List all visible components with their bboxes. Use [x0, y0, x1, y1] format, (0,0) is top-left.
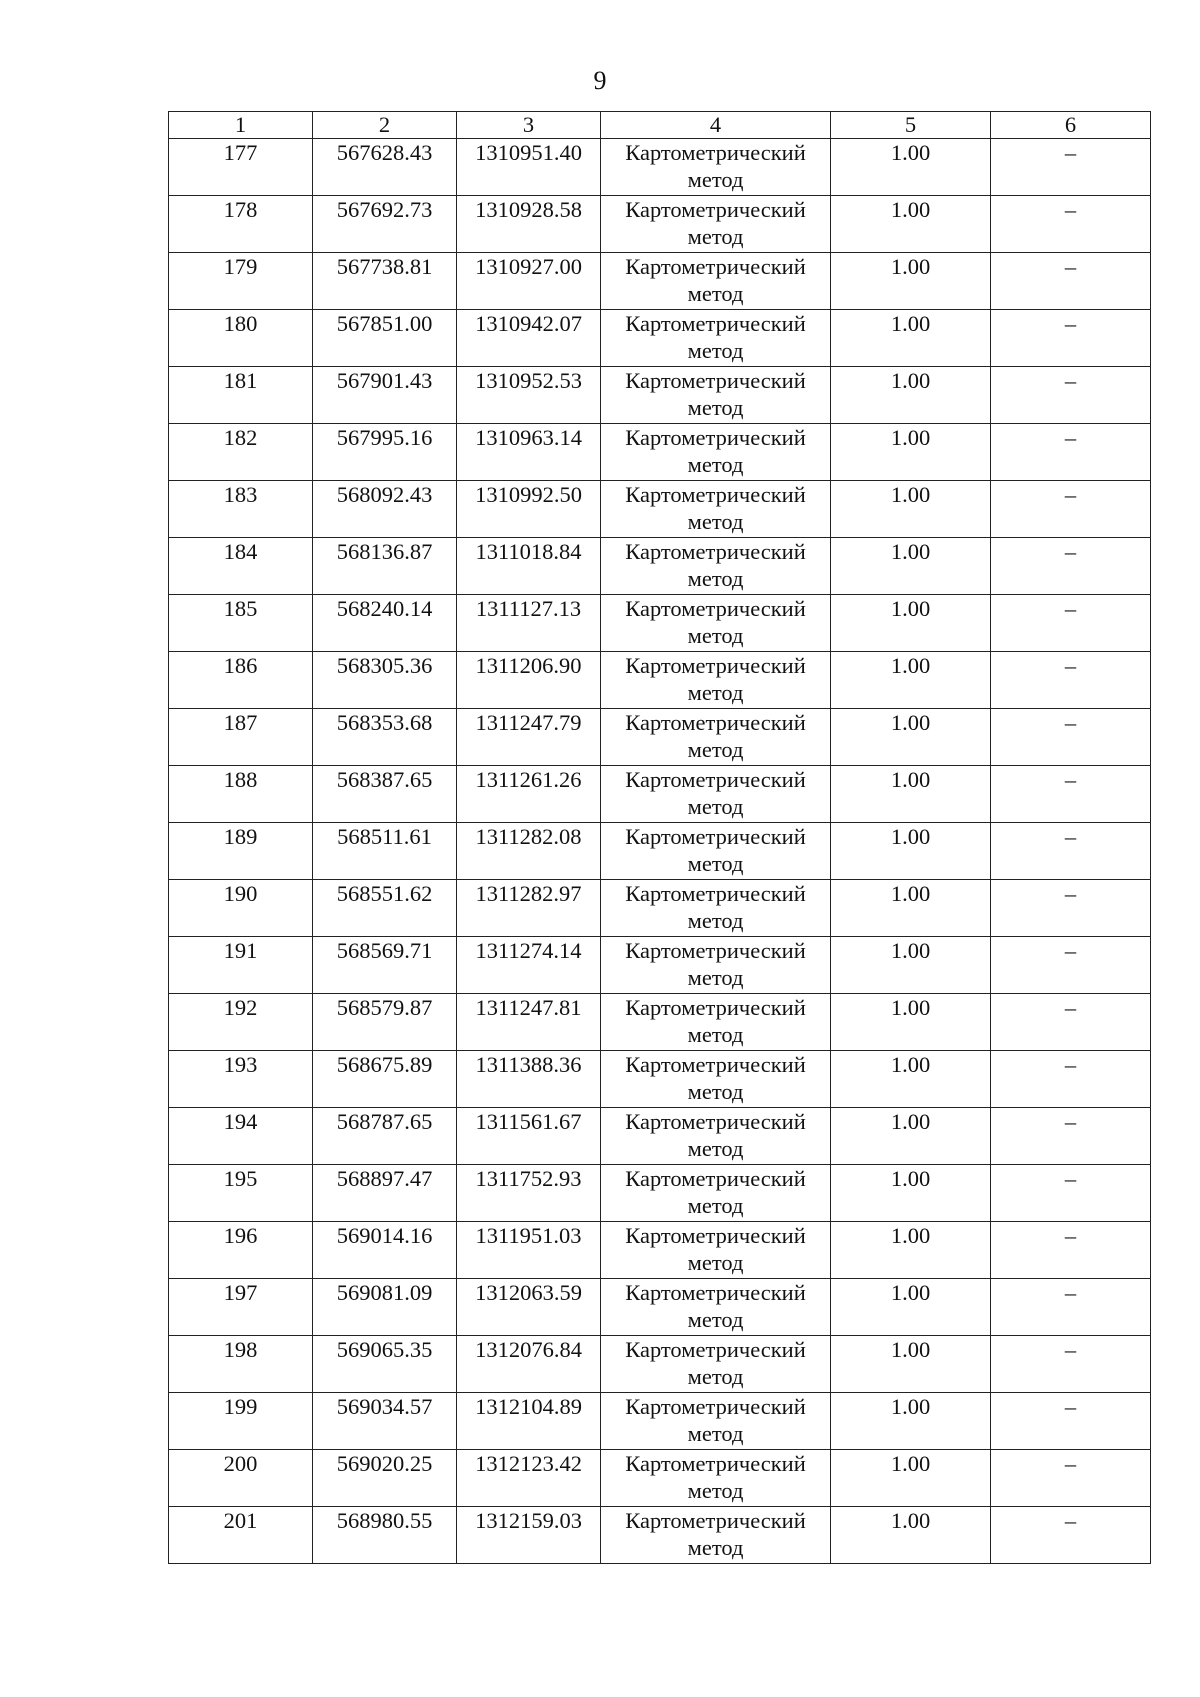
table-row — [169, 994, 1151, 1051]
x-coordinate-cell: 568511.61 — [313, 823, 457, 880]
method-cell: Картометрический метод — [601, 310, 831, 367]
description-cell: – — [991, 1450, 1151, 1507]
point-number-cell: 198 — [169, 1336, 313, 1393]
x-coordinate-cell: 568787.65 — [313, 1108, 457, 1165]
method-cell: Картометрический метод — [601, 139, 831, 196]
x-coordinate-cell: 568675.89 — [313, 1051, 457, 1108]
x-coordinate-cell: 567738.81 — [313, 253, 457, 310]
description-cell: – — [991, 595, 1151, 652]
point-number-cell: 199 — [169, 1393, 313, 1450]
x-coordinate-cell: 569034.57 — [313, 1393, 457, 1450]
method-cell: Картометрический метод — [601, 1222, 831, 1279]
accuracy-cell: 1.00 — [831, 823, 991, 880]
table-row — [169, 1051, 1151, 1108]
y-coordinate-cell: 1310928.58 — [457, 196, 601, 253]
description-cell: – — [991, 1393, 1151, 1450]
y-coordinate-cell: 1311247.79 — [457, 709, 601, 766]
x-coordinate-cell: 569081.09 — [313, 1279, 457, 1336]
header-cell: 4 — [601, 112, 831, 139]
y-coordinate-cell: 1312076.84 — [457, 1336, 601, 1393]
method-cell: Картометрический метод — [601, 1051, 831, 1108]
y-coordinate-cell: 1311388.36 — [457, 1051, 601, 1108]
y-coordinate-cell: 1310992.50 — [457, 481, 601, 538]
accuracy-cell: 1.00 — [831, 1279, 991, 1336]
point-number-cell: 200 — [169, 1450, 313, 1507]
description-cell: – — [991, 1336, 1151, 1393]
page-number: 9 — [593, 66, 607, 95]
point-number-cell: 185 — [169, 595, 313, 652]
x-coordinate-cell: 568579.87 — [313, 994, 457, 1051]
accuracy-cell: 1.00 — [831, 139, 991, 196]
x-coordinate-cell: 567901.43 — [313, 367, 457, 424]
method-cell: Картометрический метод — [601, 709, 831, 766]
description-cell: – — [991, 367, 1151, 424]
description-cell: – — [991, 823, 1151, 880]
method-cell: Картометрический метод — [601, 1165, 831, 1222]
y-coordinate-cell: 1310951.40 — [457, 139, 601, 196]
method-cell: Картометрический метод — [601, 766, 831, 823]
method-cell: Картометрический метод — [601, 1279, 831, 1336]
description-cell: – — [991, 481, 1151, 538]
table-row — [169, 538, 1151, 595]
accuracy-cell: 1.00 — [831, 1336, 991, 1393]
point-number-cell: 195 — [169, 1165, 313, 1222]
method-cell: Картометрический метод — [601, 538, 831, 595]
description-cell: – — [991, 766, 1151, 823]
y-coordinate-cell: 1312159.03 — [457, 1507, 601, 1564]
y-coordinate-cell: 1310927.00 — [457, 253, 601, 310]
description-cell: – — [991, 1108, 1151, 1165]
description-cell: – — [991, 196, 1151, 253]
x-coordinate-cell: 567628.43 — [313, 139, 457, 196]
point-number-cell: 197 — [169, 1279, 313, 1336]
accuracy-cell: 1.00 — [831, 1051, 991, 1108]
y-coordinate-cell: 1311951.03 — [457, 1222, 601, 1279]
description-cell: – — [991, 310, 1151, 367]
y-coordinate-cell: 1311282.97 — [457, 880, 601, 937]
method-cell: Картометрический метод — [601, 652, 831, 709]
description-cell: – — [991, 1279, 1151, 1336]
point-number-cell: 177 — [169, 139, 313, 196]
point-number-cell: 183 — [169, 481, 313, 538]
header-cell: 6 — [991, 112, 1151, 139]
accuracy-cell: 1.00 — [831, 424, 991, 481]
table-row — [169, 823, 1151, 880]
point-number-cell: 196 — [169, 1222, 313, 1279]
description-cell: – — [991, 538, 1151, 595]
accuracy-cell: 1.00 — [831, 1222, 991, 1279]
y-coordinate-cell: 1311261.26 — [457, 766, 601, 823]
method-cell: Картометрический метод — [601, 1450, 831, 1507]
description-cell: – — [991, 253, 1151, 310]
accuracy-cell: 1.00 — [831, 196, 991, 253]
description-cell: – — [991, 994, 1151, 1051]
accuracy-cell: 1.00 — [831, 595, 991, 652]
point-number-cell: 188 — [169, 766, 313, 823]
point-number-cell: 181 — [169, 367, 313, 424]
table-row — [169, 1507, 1151, 1564]
y-coordinate-cell: 1311127.13 — [457, 595, 601, 652]
method-cell: Картометрический метод — [601, 823, 831, 880]
method-cell: Картометрический метод — [601, 1108, 831, 1165]
description-cell: – — [991, 1222, 1151, 1279]
table-row — [169, 253, 1151, 310]
point-number-cell: 193 — [169, 1051, 313, 1108]
table-row — [169, 595, 1151, 652]
table-row — [169, 766, 1151, 823]
accuracy-cell: 1.00 — [831, 880, 991, 937]
method-cell: Картометрический метод — [601, 481, 831, 538]
x-coordinate-cell: 568136.87 — [313, 538, 457, 595]
table-row — [169, 196, 1151, 253]
y-coordinate-cell: 1312104.89 — [457, 1393, 601, 1450]
method-cell: Картометрический метод — [601, 880, 831, 937]
accuracy-cell: 1.00 — [831, 481, 991, 538]
y-coordinate-cell: 1312063.59 — [457, 1279, 601, 1336]
point-number-cell: 186 — [169, 652, 313, 709]
accuracy-cell: 1.00 — [831, 937, 991, 994]
method-cell: Картометрический метод — [601, 1393, 831, 1450]
table-row — [169, 424, 1151, 481]
point-number-cell: 190 — [169, 880, 313, 937]
x-coordinate-cell: 568353.68 — [313, 709, 457, 766]
point-number-cell: 178 — [169, 196, 313, 253]
description-cell: – — [991, 139, 1151, 196]
accuracy-cell: 1.00 — [831, 994, 991, 1051]
x-coordinate-cell: 567851.00 — [313, 310, 457, 367]
y-coordinate-cell: 1311752.93 — [457, 1165, 601, 1222]
y-coordinate-cell: 1310942.07 — [457, 310, 601, 367]
method-cell: Картометрический метод — [601, 367, 831, 424]
x-coordinate-cell: 568551.62 — [313, 880, 457, 937]
x-coordinate-cell: 569065.35 — [313, 1336, 457, 1393]
x-coordinate-cell: 569020.25 — [313, 1450, 457, 1507]
description-cell: – — [991, 652, 1151, 709]
table-row — [169, 709, 1151, 766]
table-row — [169, 1108, 1151, 1165]
accuracy-cell: 1.00 — [831, 1393, 991, 1450]
x-coordinate-cell: 568240.14 — [313, 595, 457, 652]
description-cell: – — [991, 1165, 1151, 1222]
x-coordinate-cell: 568305.36 — [313, 652, 457, 709]
y-coordinate-cell: 1310952.53 — [457, 367, 601, 424]
method-cell: Картометрический метод — [601, 994, 831, 1051]
point-number-cell: 179 — [169, 253, 313, 310]
accuracy-cell: 1.00 — [831, 652, 991, 709]
y-coordinate-cell: 1310963.14 — [457, 424, 601, 481]
header-cell: 5 — [831, 112, 991, 139]
accuracy-cell: 1.00 — [831, 1165, 991, 1222]
description-cell: – — [991, 880, 1151, 937]
table-row — [169, 1393, 1151, 1450]
accuracy-cell: 1.00 — [831, 538, 991, 595]
x-coordinate-cell: 567995.16 — [313, 424, 457, 481]
method-cell: Картометрический метод — [601, 1336, 831, 1393]
description-cell: – — [991, 937, 1151, 994]
coordinates-table — [168, 111, 1151, 1564]
method-cell: Картометрический метод — [601, 196, 831, 253]
y-coordinate-cell: 1311206.90 — [457, 652, 601, 709]
table-row — [169, 937, 1151, 994]
y-coordinate-cell: 1311561.67 — [457, 1108, 601, 1165]
point-number-cell: 189 — [169, 823, 313, 880]
table-row — [169, 880, 1151, 937]
table-body — [169, 112, 1151, 1564]
y-coordinate-cell: 1311018.84 — [457, 538, 601, 595]
point-number-cell: 182 — [169, 424, 313, 481]
table-row — [169, 481, 1151, 538]
table-row — [169, 139, 1151, 196]
y-coordinate-cell: 1311247.81 — [457, 994, 601, 1051]
description-cell: – — [991, 1051, 1151, 1108]
accuracy-cell: 1.00 — [831, 310, 991, 367]
header-cell: 3 — [457, 112, 601, 139]
accuracy-cell: 1.00 — [831, 1507, 991, 1564]
y-coordinate-cell: 1312123.42 — [457, 1450, 601, 1507]
x-coordinate-cell: 567692.73 — [313, 196, 457, 253]
y-coordinate-cell: 1311282.08 — [457, 823, 601, 880]
table-row — [169, 1336, 1151, 1393]
table-row — [169, 367, 1151, 424]
accuracy-cell: 1.00 — [831, 1108, 991, 1165]
description-cell: – — [991, 709, 1151, 766]
table-row — [169, 652, 1151, 709]
table-row — [169, 1450, 1151, 1507]
y-coordinate-cell: 1311274.14 — [457, 937, 601, 994]
point-number-cell: 184 — [169, 538, 313, 595]
point-number-cell: 187 — [169, 709, 313, 766]
accuracy-cell: 1.00 — [831, 1450, 991, 1507]
description-cell: – — [991, 424, 1151, 481]
table-row — [169, 1165, 1151, 1222]
x-coordinate-cell: 568897.47 — [313, 1165, 457, 1222]
accuracy-cell: 1.00 — [831, 766, 991, 823]
x-coordinate-cell: 568092.43 — [313, 481, 457, 538]
method-cell: Картометрический метод — [601, 424, 831, 481]
header-cell: 1 — [169, 112, 313, 139]
header-cell: 2 — [313, 112, 457, 139]
accuracy-cell: 1.00 — [831, 709, 991, 766]
table-row — [169, 1222, 1151, 1279]
accuracy-cell: 1.00 — [831, 253, 991, 310]
method-cell: Картометрический метод — [601, 937, 831, 994]
x-coordinate-cell: 568980.55 — [313, 1507, 457, 1564]
x-coordinate-cell: 569014.16 — [313, 1222, 457, 1279]
point-number-cell: 191 — [169, 937, 313, 994]
point-number-cell: 194 — [169, 1108, 313, 1165]
x-coordinate-cell: 568569.71 — [313, 937, 457, 994]
method-cell: Картометрический метод — [601, 1507, 831, 1564]
accuracy-cell: 1.00 — [831, 367, 991, 424]
description-cell: – — [991, 1507, 1151, 1564]
table-header-row — [169, 112, 1151, 139]
table-row — [169, 1279, 1151, 1336]
method-cell: Картометрический метод — [601, 595, 831, 652]
table-row — [169, 310, 1151, 367]
point-number-cell: 192 — [169, 994, 313, 1051]
method-cell: Картометрический метод — [601, 253, 831, 310]
point-number-cell: 180 — [169, 310, 313, 367]
x-coordinate-cell: 568387.65 — [313, 766, 457, 823]
point-number-cell: 201 — [169, 1507, 313, 1564]
